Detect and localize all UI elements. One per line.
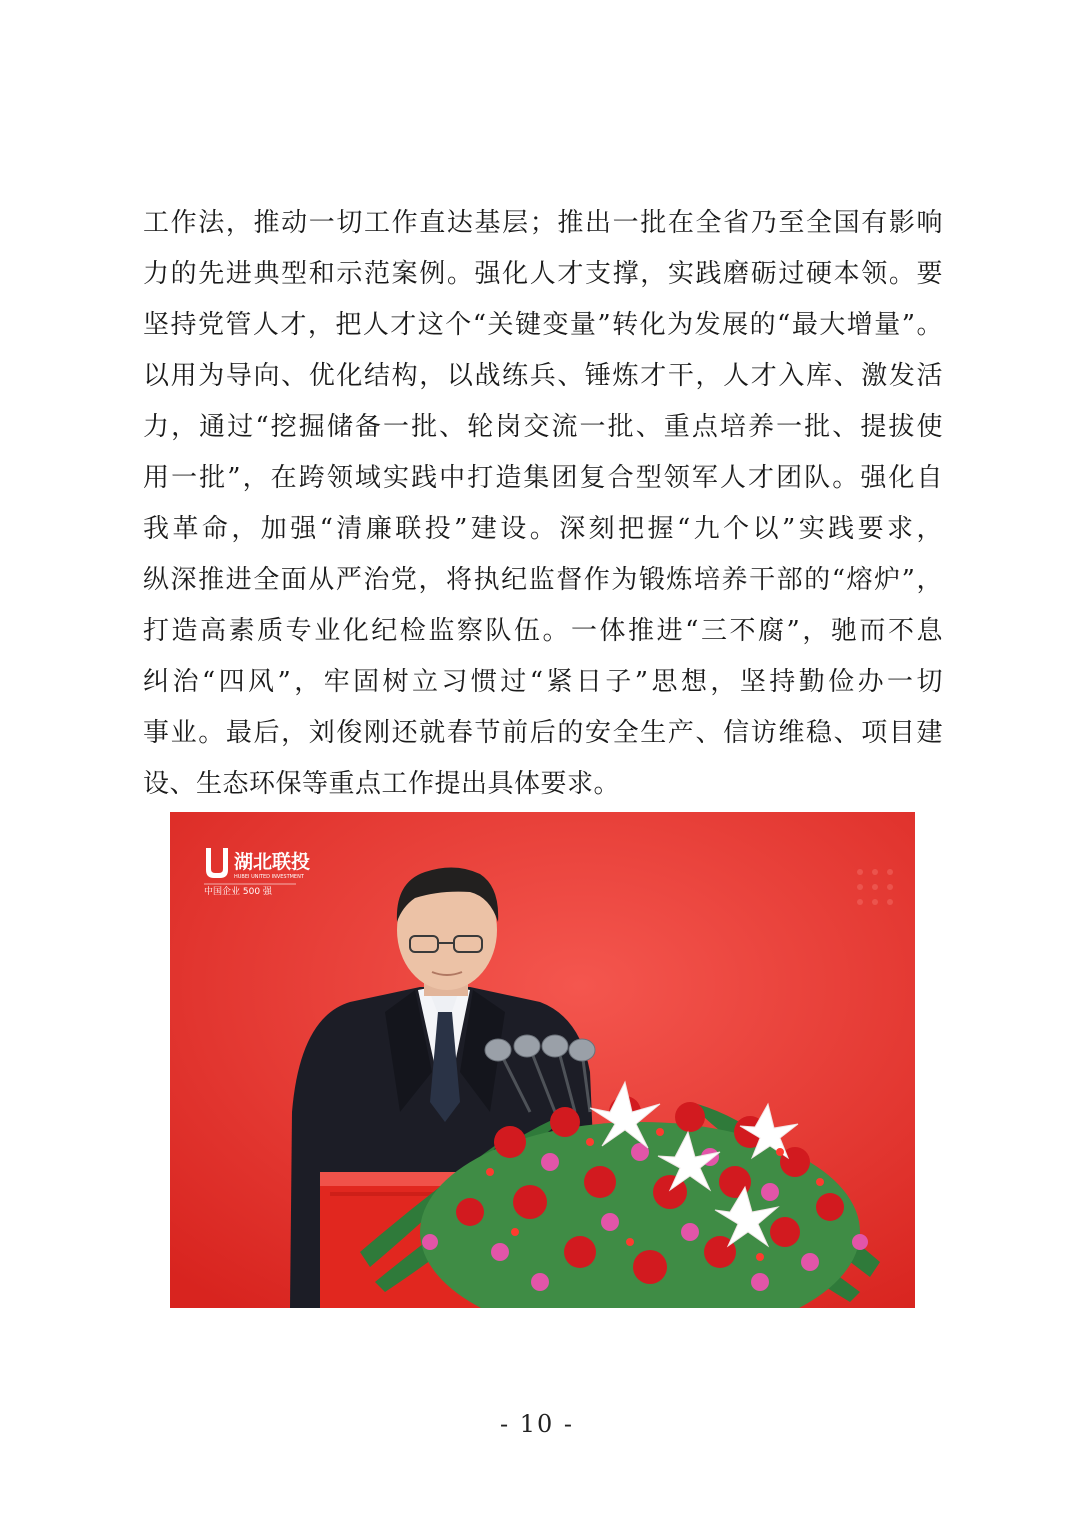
body-paragraph [143,198,943,810]
body-line: 事业。最后，刘俊刚还就春节前后的安全生产、信访维稳、项目建 [143,718,943,748]
body-line: 以用为导向、优化结构，以战练兵、锤炼才干，人才入库、激发活 [143,361,943,391]
body-line: 坚持党管人才，把人才这个“关键变量”转化为发展的“最大增量”。 [143,310,943,340]
logo-subtitle: HUBEI UNITED INVESTMENT [234,874,304,880]
body-line: 纵深推进全面从严治党，将执纪监督作为锻炼培养干部的“熔炉”， [143,565,943,595]
page-number: - 10 - [499,1410,574,1438]
photo-illustration [170,812,915,1308]
body-line: 打造高素质专业化纪检监察队伍。一体推进“三不腐”，驰而不息 [143,616,943,646]
logo-name: 湖北联投 [234,851,311,873]
body-line: 工作法，推动一切工作直达基层；推出一批在全省乃至全国有影响 [143,208,943,238]
body-line: 力的先进典型和示范案例。强化人才支撑，实践磨砺过硬本领。要 [143,259,943,289]
body-line: 用一批”，在跨领域实践中打造集团复合型领军人才团队。强化自 [143,463,943,493]
speaker-photo [170,812,915,1308]
body-line: 我革命，加强“清廉联投”建设。深刻把握“九个以”实践要求， [143,514,943,544]
body-line: 力，通过“挖掘储备一批、轮岗交流一批、重点培养一批、提拔使 [143,412,943,442]
body-line: 纠治“四风”，牢固树立习惯过“紧日子”思想，坚持勤俭办一切 [143,667,943,697]
logo-tagline: 中国企业 500 强 [204,887,272,897]
body-line: 设、生态环保等重点工作提出具体要求。 [143,769,621,799]
